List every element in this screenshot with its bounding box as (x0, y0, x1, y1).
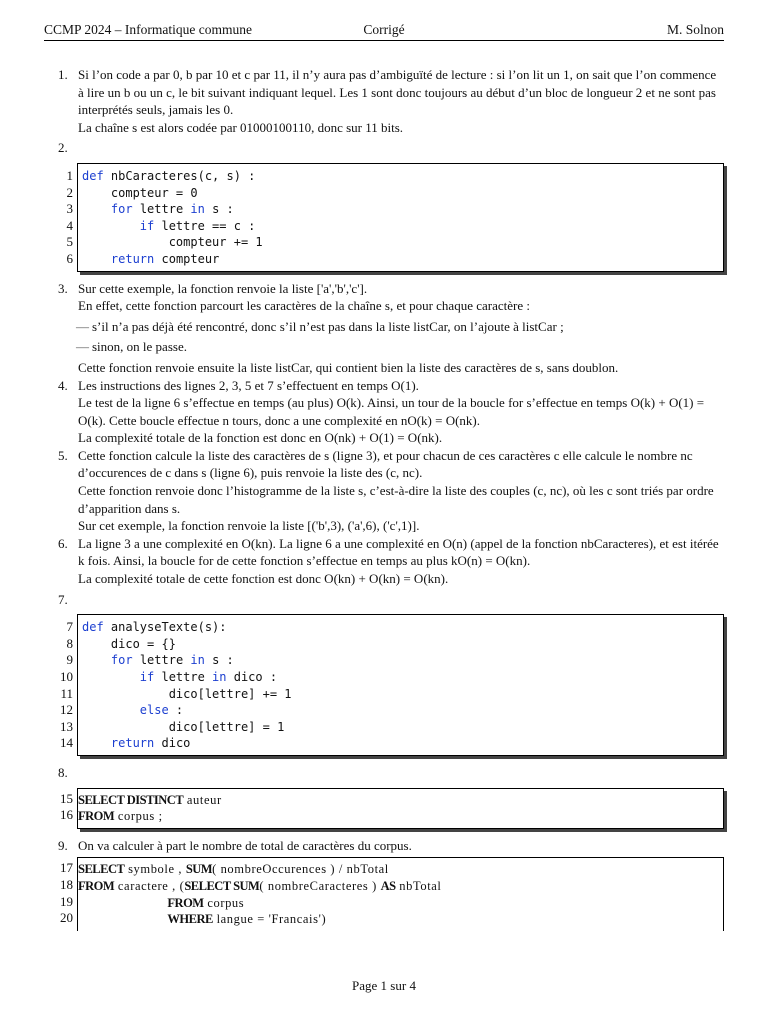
code-listing: def nbCaracteres(c, s) : compteur = 0 for lettre in s : if lettre == c : compteur += 1 return compteur (77, 163, 724, 272)
page-header (44, 22, 724, 40)
code-block-nbcaracteres (66, 163, 724, 272)
answer-6: 6. La ligne 3 a une complexité en O(kn). La ligne 6 a une complexité en O(n) (appel de la fonction nbCaracteres), et est itérée k fois. Ainsi, la boucle for de cette fonction s’effectue en temps au plus kO(n) = O(kn). La complexité totale de cette fonction est donc O(kn) + O(kn) = O(kn). (58, 535, 719, 587)
sql-listing: SELECT symbole , SUM( nombreOccurences ) / nbTotal FROM caractere , (SELECT SUM( nombreCaracteres ) AS nbTotal FROM corpus WHERE langue = 'Francais') (77, 857, 724, 930)
answer-1-text2: La chaîne s est alors codée par 01000100110, donc sur 11 bits. (78, 119, 404, 135)
line-numbers: 15 16 (60, 790, 73, 823)
line-numbers: 17 18 19 20 (60, 860, 73, 926)
page-footer: Page 1 sur 4 (352, 978, 416, 993)
answer-9: 9. On va calculer à part le nombre de total de caractères du corpus. (58, 837, 412, 853)
answer-4: 4. Les instructions des lignes 2, 3, 5 et 7 s’effectuent en temps O(1). Le test de la ligne 6 s’effectue en temps (au plus) O(k). Ainsi, un tour de la boucle for s’effectue en temps O(k) + O(1) = O(k). Cette boucle effectue n tours, donc a une complexité en nO(k) = O(nk). La complexité totale de la fonction est donc en O(nk) + O(1) = O(nk). (58, 377, 705, 446)
header-title: Corrigé (363, 22, 405, 37)
answer-7: 7. (58, 591, 68, 607)
answer-1-text: Si l’on code a par 0, b par 10 et c par 11, il n’y aura pas d’ambiguïté de lecture : si l’on lit un 1, on sait que l’on commence à lire un b ou un c, le bit suivant indiquant lequel. Les 1 sont donc toujours au début d’un bloc de longueur 2 et ne sont pas interprétés seuls, jamais les 0. (78, 67, 717, 118)
answer-2: 2. (58, 140, 68, 156)
code-listing: def analyseTexte(s): dico = {} for lettre in s : if lettre in dico : dico[lettre] += 1 else : dico[lettre] = 1 return dico (77, 614, 724, 756)
bullet-1: — s’il n’a pas déjà été rencontré, donc s’il n’est pas dans la liste listCar, on l’ajoute à listCar ; (78, 318, 724, 336)
answer-3: 3. Sur cette exemple, la fonction renvoie la liste ['a','b','c']. En effet, cette fonction parcourt les caractères de la chaîne s, et pour chaque caractère : — s’il n’a pas déjà été rencontré, donc s’il n’est pas dans la liste listCar, on l’ajoute à listCar ; — sinon, on le passe. Cette fonction renvoie ensuite la liste listCar, qui contient bien la liste des caractères de s, sans doublon. (0, 280, 768, 377)
sql-block-symbole (60, 857, 724, 930)
header-course: CCMP 2024 – Informatique commune (44, 22, 252, 37)
answer-5: 5. Cette fonction calcule la liste des caractères de s (ligne 3), et pour chacun de ces caractères c elle calcule le nombre nc d’occurences de c dans s (ligne 6), puis renvoie la liste des (c, nc). Cette fonction renvoie donc l’histogramme de la liste s, c’est-à-dire la liste des couples (c, nc), où les c sont triés par ordre d’apparition dans s. Sur cet exemple, la fonction renvoie la liste [('b',3), ('a',6), ('c',1)]. (58, 447, 714, 534)
sql-listing: SELECT DISTINCT auteur FROM corpus ; (77, 788, 724, 829)
sql-block-distinct (60, 788, 724, 829)
code-block-analysetexte (60, 614, 724, 756)
line-numbers: 1 2 3 4 5 6 (66, 167, 73, 266)
line-numbers: 7 8 9 10 11 12 13 14 (60, 619, 73, 751)
answer-1: 1. Si l’on code a par 0, b par 10 et c par 11, il n’y aura pas d’ambiguïté de lecture : si l’on lit un 1, on sait que l’on commence à lire un b ou un c, le bit suivant indiquant lequel. Les 1 sont donc toujours au début d’un bloc de longueur 2 et ne sont pas interprétés seuls, jamais les 0. La chaîne s est alors codée par 01000100110, donc sur 11 bits. (0, 66, 768, 136)
document-body (0, 66, 768, 939)
answer-8: 8. (58, 764, 68, 780)
header-author: M. Solnon (666, 22, 724, 37)
bullet-2: — sinon, on le passe. (78, 338, 724, 356)
header-rule (44, 40, 724, 41)
